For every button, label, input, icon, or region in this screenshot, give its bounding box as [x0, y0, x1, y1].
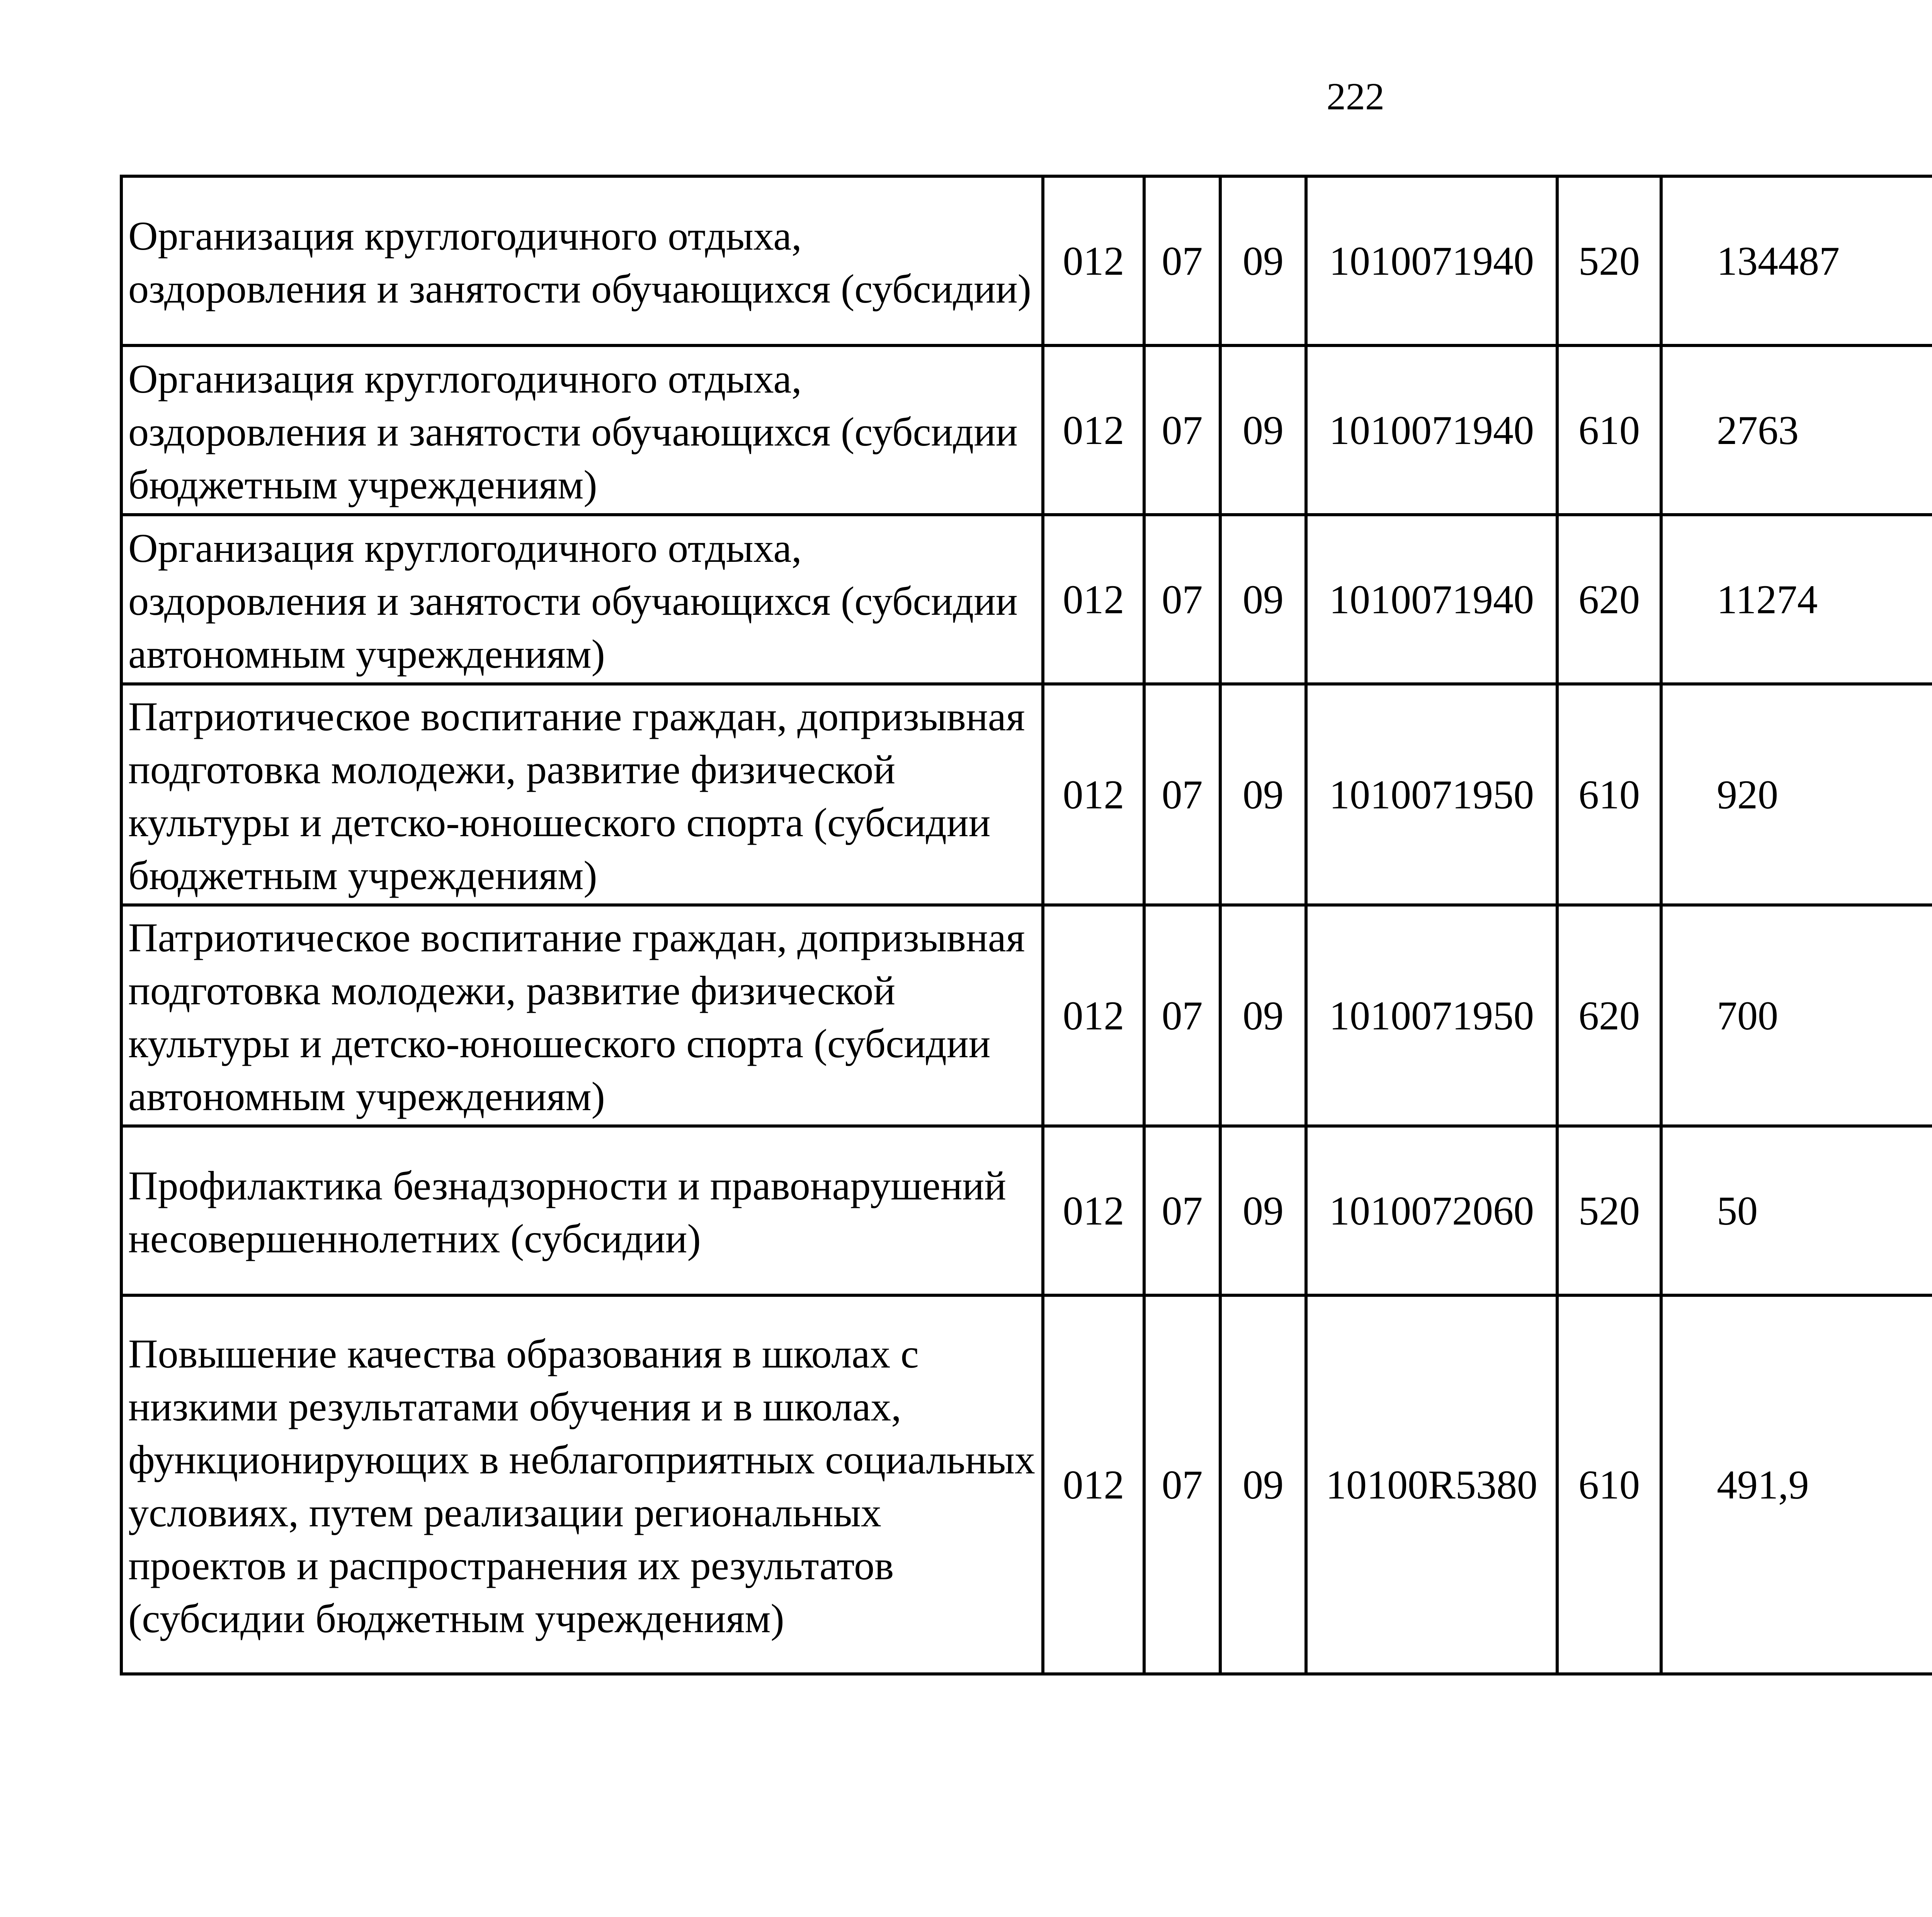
- row-name: Патриотическое воспитание граждан, допризывная подготовка молодежи, развитие физической культуры и детско-юношеского спорта (субсидии автономным учреждениям): [121, 905, 1043, 1126]
- expense-type-code: 620: [1557, 515, 1661, 684]
- amount-1: 700: [1661, 905, 1932, 1126]
- section-code: 07: [1144, 515, 1220, 684]
- ministry-code: 012: [1043, 1126, 1144, 1295]
- target-code: 1010071950: [1306, 905, 1557, 1126]
- subsection-code: 09: [1220, 684, 1306, 905]
- table-row: [121, 1295, 1932, 1674]
- target-code: 1010071940: [1306, 345, 1557, 515]
- table-row: [121, 684, 1932, 905]
- target-code: 1010072060: [1306, 1126, 1557, 1295]
- row-name: Патриотическое воспитание граждан, допризывная подготовка молодежи, развитие физической культуры и детско-юношеского спорта (субсидии бюджетным учреждениям): [121, 684, 1043, 905]
- target-code: 1010071950: [1306, 684, 1557, 905]
- budget-table: [120, 175, 1932, 1675]
- expense-type-code: 620: [1557, 905, 1661, 1126]
- ministry-code: 012: [1043, 684, 1144, 905]
- row-name: Повышение качества образования в школах с низкими результатами обучения и в школах, функционирующих в неблагоприятных социальных условиях, путем реализации региональных проектов и распространения их результатов (субсидии бюджетным учреждениям): [121, 1295, 1043, 1674]
- row-name: Организация круглогодичного отдыха, оздоровления и занятости обучающихся (субсидии бюджетным учреждениям): [121, 345, 1043, 515]
- subsection-code: 09: [1220, 345, 1306, 515]
- expense-type-code: 520: [1557, 1126, 1661, 1295]
- section-code: 07: [1144, 1295, 1220, 1674]
- subsection-code: 09: [1220, 1295, 1306, 1674]
- section-code: 07: [1144, 684, 1220, 905]
- subsection-code: 09: [1220, 1126, 1306, 1295]
- row-name: Организация круглогодичного отдыха, оздоровления и занятости обучающихся (субсидии автономным учреждениям): [121, 515, 1043, 684]
- expense-type-code: 520: [1557, 176, 1661, 345]
- section-code: 07: [1144, 1126, 1220, 1295]
- subsection-code: 09: [1220, 515, 1306, 684]
- ministry-code: 012: [1043, 905, 1144, 1126]
- section-code: 07: [1144, 176, 1220, 345]
- section-code: 07: [1144, 905, 1220, 1126]
- ministry-code: 012: [1043, 1295, 1144, 1674]
- section-code: 07: [1144, 345, 1220, 515]
- subsection-code: 09: [1220, 905, 1306, 1126]
- table-row: [121, 905, 1932, 1126]
- table-row: [121, 515, 1932, 684]
- row-name: Организация круглогодичного отдыха, оздоровления и занятости обучающихся (субсидии): [121, 176, 1043, 345]
- ministry-code: 012: [1043, 515, 1144, 684]
- target-code: 1010071940: [1306, 176, 1557, 345]
- table-row: [121, 345, 1932, 515]
- amount-1: 11274: [1661, 515, 1932, 684]
- ministry-code: 012: [1043, 345, 1144, 515]
- page-number: 222: [1327, 75, 1384, 118]
- amount-1: 2763: [1661, 345, 1932, 515]
- subsection-code: 09: [1220, 176, 1306, 345]
- table-row: [121, 1126, 1932, 1295]
- expense-type-code: 610: [1557, 345, 1661, 515]
- amount-1: 491,9: [1661, 1295, 1932, 1674]
- amount-1: 920: [1661, 684, 1932, 905]
- amount-1: 134487: [1661, 176, 1932, 345]
- ministry-code: 012: [1043, 176, 1144, 345]
- target-code: 1010071940: [1306, 515, 1557, 684]
- target-code: 10100R5380: [1306, 1295, 1557, 1674]
- expense-type-code: 610: [1557, 684, 1661, 905]
- row-name: Профилактика безнадзорности и правонарушений несовершеннолетних (субсидии): [121, 1126, 1043, 1295]
- expense-type-code: 610: [1557, 1295, 1661, 1674]
- amount-1: 50: [1661, 1126, 1932, 1295]
- table-row: [121, 176, 1932, 345]
